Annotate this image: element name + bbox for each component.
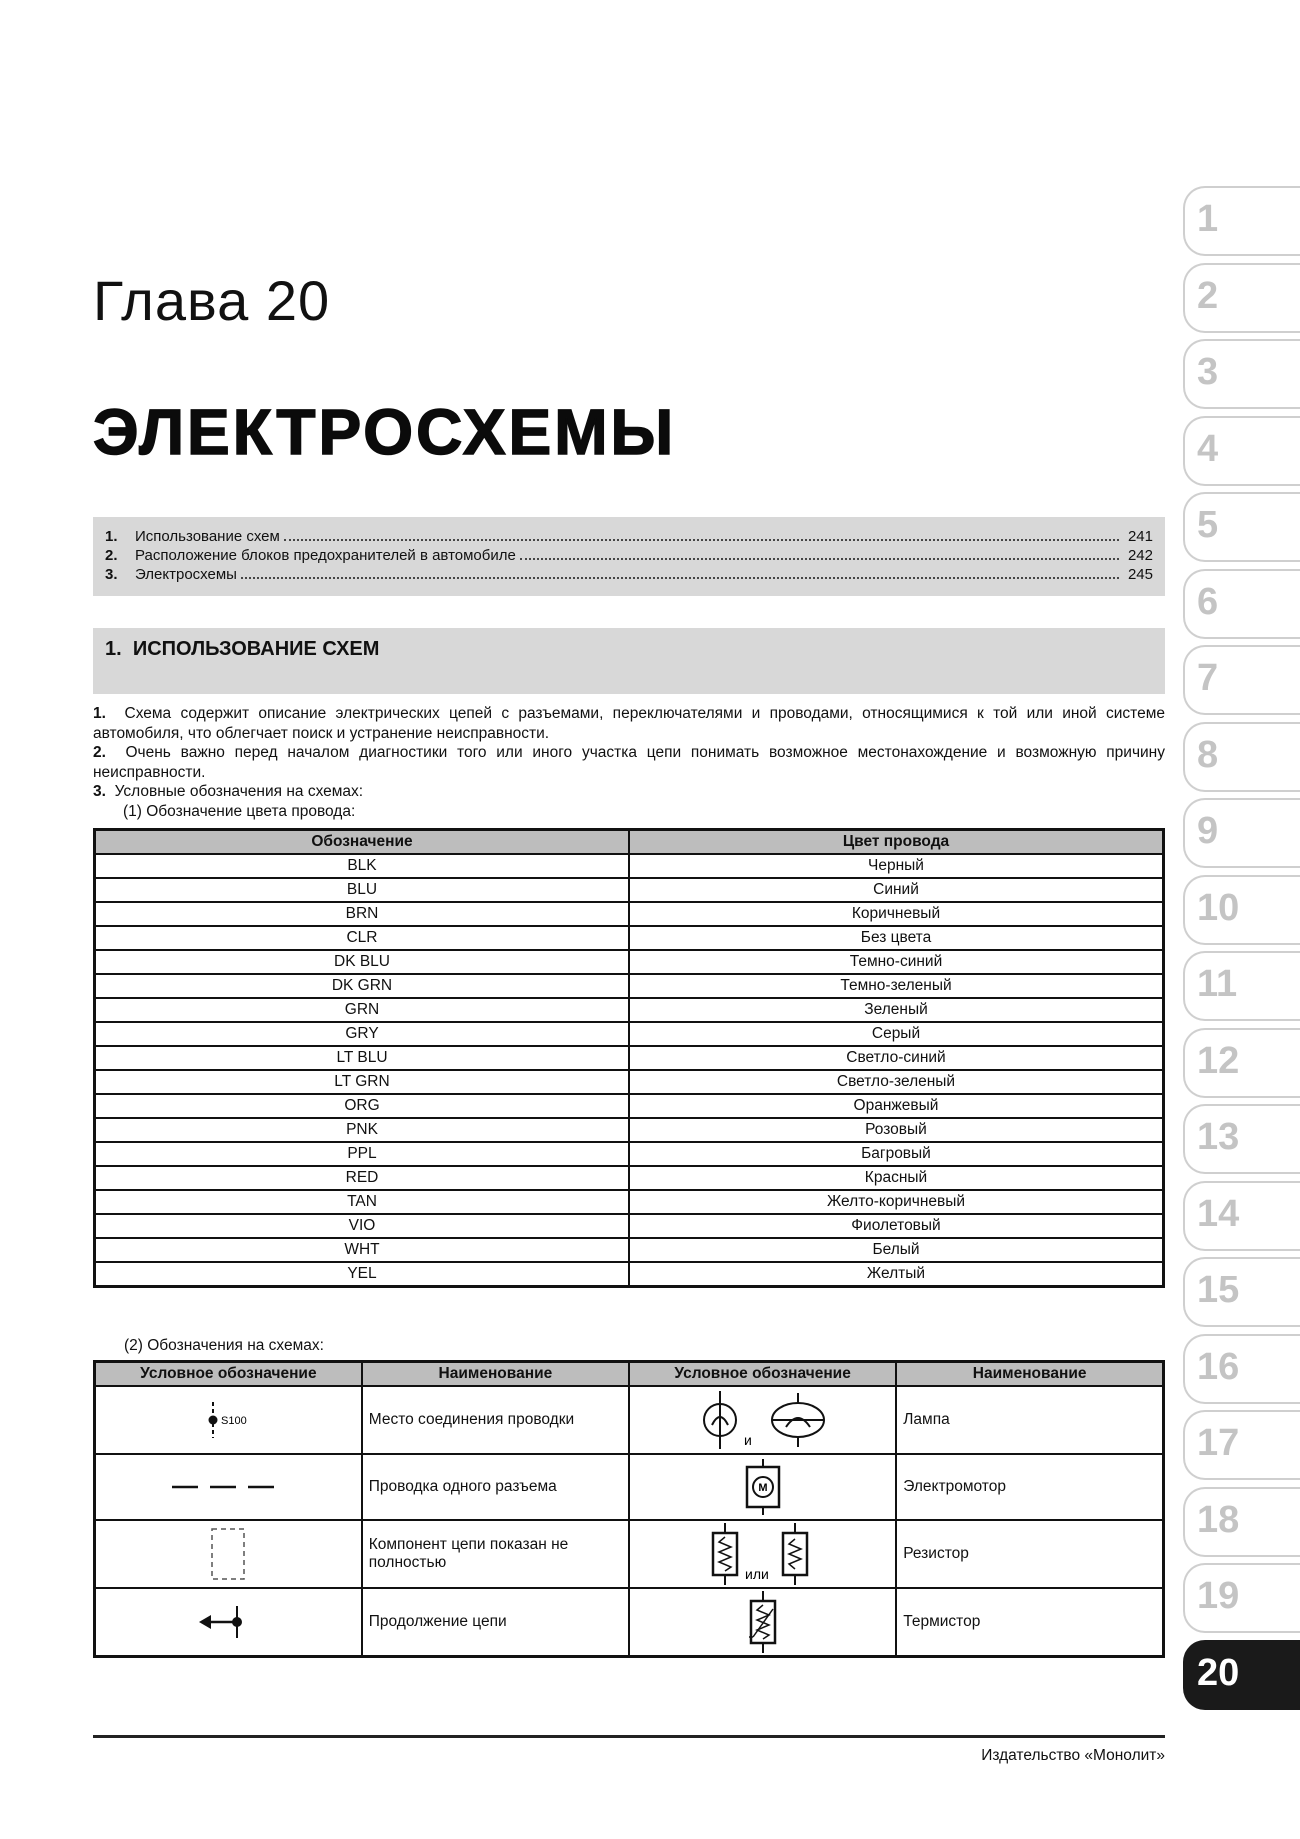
partial-component-icon bbox=[95, 1520, 362, 1588]
splice-icon bbox=[95, 1386, 362, 1454]
table-row bbox=[95, 926, 1164, 950]
table-row bbox=[95, 1094, 1164, 1118]
toc-number: 1. bbox=[105, 528, 118, 545]
section-number: 1. bbox=[105, 638, 122, 660]
column-header: Цвет провода bbox=[629, 830, 1164, 855]
svg-text:M: M bbox=[758, 1482, 768, 1494]
table-row bbox=[95, 1262, 1164, 1287]
chapter-tab-18[interactable] bbox=[1183, 1487, 1300, 1557]
symbol-name: Место соединения проводки bbox=[362, 1386, 629, 1454]
table-row bbox=[95, 854, 1164, 878]
wire-color-table bbox=[93, 828, 1165, 1288]
wire-color: Желто-коричневый bbox=[629, 1190, 1164, 1214]
wire-color: Темно-синий bbox=[629, 950, 1164, 974]
wire-code: CLR bbox=[95, 926, 630, 950]
table-row bbox=[95, 902, 1164, 926]
chapter-tab-label: 13 bbox=[1197, 1116, 1240, 1158]
chapter-tab-label: 12 bbox=[1197, 1039, 1240, 1082]
wire-color: Синий bbox=[629, 878, 1164, 902]
wire-code: TAN bbox=[95, 1190, 630, 1214]
toc-number: 2. bbox=[105, 547, 118, 564]
wire-code: PPL bbox=[95, 1142, 630, 1166]
chapter-tab-17[interactable] bbox=[1183, 1410, 1300, 1480]
wire-color: Светло-зеленый bbox=[629, 1070, 1164, 1094]
wire-color: Желтый bbox=[629, 1262, 1164, 1287]
toc-title: Расположение блоков предохранителей в автомобиле bbox=[135, 547, 516, 564]
chapter-tab-label: 7 bbox=[1197, 657, 1219, 699]
chapter-tab-label: 6 bbox=[1197, 580, 1219, 623]
paragraph: 2. Очень важно перед началом диагностики того или иного участка цепи понимать возможное местонахождение и возможную причину неисправности. bbox=[93, 744, 1165, 781]
table-row bbox=[95, 1214, 1164, 1238]
table-of-contents bbox=[93, 517, 1165, 596]
chapter-tab-5[interactable] bbox=[1183, 492, 1300, 562]
wire-code: BLK bbox=[95, 854, 630, 878]
chapter-tab-label: 9 bbox=[1197, 810, 1219, 852]
chapter-tab-label: 16 bbox=[1197, 1345, 1240, 1388]
chapter-tab-10[interactable] bbox=[1183, 875, 1300, 945]
paragraph: 3. Условные обозначения на схемах: bbox=[93, 783, 364, 800]
chapter-tab-label: 17 bbox=[1197, 1422, 1240, 1464]
wire-code: DK GRN bbox=[95, 974, 630, 998]
chapter-tabs bbox=[1183, 186, 1300, 1716]
chapter-tab-2[interactable] bbox=[1183, 263, 1300, 333]
svg-text:S100: S100 bbox=[221, 1415, 248, 1427]
wire-code: BLU bbox=[95, 878, 630, 902]
wire-code: ORG bbox=[95, 1094, 630, 1118]
svg-text:или: или bbox=[744, 1566, 769, 1582]
table-row bbox=[95, 1190, 1164, 1214]
toc-leader bbox=[241, 577, 1119, 579]
column-header: Условное обозначение bbox=[95, 1362, 362, 1387]
chapter-tab-13[interactable] bbox=[1183, 1104, 1300, 1174]
toc-leader bbox=[284, 539, 1119, 541]
wire-code: VIO bbox=[95, 1214, 630, 1238]
chapter-tab-8[interactable] bbox=[1183, 722, 1300, 792]
wire-code: DK BLU bbox=[95, 950, 630, 974]
wire-color: Черный bbox=[629, 854, 1164, 878]
column-header: Наименование bbox=[896, 1362, 1163, 1387]
symbol-name: Компонент цепи показан не полностью bbox=[362, 1520, 629, 1588]
wire-code: RED bbox=[95, 1166, 630, 1190]
chapter-tab-15[interactable] bbox=[1183, 1257, 1300, 1327]
wire-code: BRN bbox=[95, 902, 630, 926]
wire-code: LT GRN bbox=[95, 1070, 630, 1094]
chapter-tab-label: 4 bbox=[1197, 427, 1219, 470]
wire-code: YEL bbox=[95, 1262, 630, 1287]
table-row bbox=[95, 1118, 1164, 1142]
symbol-name: Электромотор bbox=[896, 1454, 1163, 1520]
chapter-tab-label: 14 bbox=[1197, 1192, 1240, 1235]
symbol-table bbox=[93, 1360, 1165, 1658]
chapter-tab-label: 5 bbox=[1197, 504, 1219, 546]
toc-item[interactable] bbox=[105, 546, 1153, 565]
wire-color: Светло-синий bbox=[629, 1046, 1164, 1070]
chapter-tab-label: 18 bbox=[1197, 1498, 1240, 1541]
toc-title: Использование схем bbox=[135, 528, 280, 545]
symbol-name: Проводка одного разъема bbox=[362, 1454, 629, 1520]
table-row bbox=[95, 974, 1164, 998]
chapter-label: Глава 20 bbox=[93, 269, 331, 332]
wire-color: Багровый bbox=[629, 1142, 1164, 1166]
symbol-name: Продолжение цепи bbox=[362, 1588, 629, 1656]
chapter-tab-label: 8 bbox=[1197, 733, 1219, 776]
chapter-tab-9[interactable] bbox=[1183, 798, 1300, 868]
chapter-tab-label: 20 bbox=[1197, 1651, 1240, 1694]
toc-title: Электросхемы bbox=[135, 566, 237, 583]
chapter-tab-20[interactable] bbox=[1183, 1640, 1300, 1710]
chapter-tab-label: 3 bbox=[1197, 351, 1219, 393]
table-row bbox=[95, 1454, 1164, 1520]
toc-page: 241 bbox=[1127, 528, 1153, 545]
chapter-tab-11[interactable] bbox=[1183, 951, 1300, 1021]
table-row bbox=[95, 1142, 1164, 1166]
wire-color: Зеленый bbox=[629, 998, 1164, 1022]
resistor-icon bbox=[629, 1520, 896, 1588]
color-table-caption: (1) Обозначение цвета провода: bbox=[123, 802, 356, 820]
paragraph: 1. Схема содержит описание электрических цепей с разъемами, переключателями и проводами, относящимися к той или иной системе автомобиля, что облегчает поиск и устранение неисправности. bbox=[93, 705, 1165, 742]
chapter-tab-1[interactable] bbox=[1183, 186, 1300, 256]
wire-code: LT BLU bbox=[95, 1046, 630, 1070]
table-row bbox=[95, 998, 1164, 1022]
table-row bbox=[95, 1022, 1164, 1046]
chapter-tab-12[interactable] bbox=[1183, 1028, 1300, 1098]
table-row bbox=[95, 950, 1164, 974]
toc-leader bbox=[520, 558, 1119, 560]
wire-color: Темно-зеленый bbox=[629, 974, 1164, 998]
wire-code: WHT bbox=[95, 1238, 630, 1262]
motor-icon bbox=[629, 1454, 896, 1520]
section-heading bbox=[93, 628, 1165, 694]
chapter-tab-label: 2 bbox=[1197, 274, 1219, 317]
chapter-tab-16[interactable] bbox=[1183, 1334, 1300, 1404]
lamp-icon bbox=[629, 1386, 896, 1454]
chapter-tab-3[interactable] bbox=[1183, 339, 1300, 409]
symbol-name: Резистор bbox=[896, 1520, 1163, 1588]
wire-color: Красный bbox=[629, 1166, 1164, 1190]
toc-page: 245 bbox=[1127, 566, 1153, 583]
chapter-title: ЭЛЕКТРОСХЕМЫ bbox=[93, 396, 677, 468]
chapter-tab-19[interactable] bbox=[1183, 1563, 1300, 1633]
toc-page: 242 bbox=[1127, 547, 1153, 564]
thermistor-icon bbox=[629, 1588, 896, 1656]
footer-divider bbox=[93, 1735, 1165, 1738]
table-row bbox=[95, 1238, 1164, 1262]
table-row bbox=[95, 1520, 1164, 1588]
wire-color: Коричневый bbox=[629, 902, 1164, 926]
table-row bbox=[95, 1166, 1164, 1190]
table-row bbox=[95, 1070, 1164, 1094]
toc-item[interactable] bbox=[105, 565, 1153, 584]
section-title: ИСПОЛЬЗОВАНИЕ СХЕМ bbox=[132, 638, 380, 660]
table-row bbox=[95, 878, 1164, 902]
chapter-tab-4[interactable] bbox=[1183, 416, 1300, 486]
table-row bbox=[95, 1588, 1164, 1656]
column-header: Наименование bbox=[362, 1362, 629, 1387]
wire-color: Белый bbox=[629, 1238, 1164, 1262]
svg-text:и: и bbox=[743, 1432, 752, 1448]
symbol-name: Термистор bbox=[896, 1588, 1163, 1656]
chapter-tab-6[interactable] bbox=[1183, 569, 1300, 639]
wire-color: Без цвета bbox=[629, 926, 1164, 950]
continuation-arrow-icon bbox=[95, 1588, 362, 1656]
wire-color: Фиолетовый bbox=[629, 1214, 1164, 1238]
intro-text bbox=[93, 704, 1165, 821]
chapter-tab-label: 1 bbox=[1197, 198, 1219, 240]
table-row bbox=[95, 1046, 1164, 1070]
wire-color: Серый bbox=[629, 1022, 1164, 1046]
publisher-credit: Издательство «Монолит» bbox=[981, 1747, 1165, 1764]
chapter-tab-label: 19 bbox=[1197, 1575, 1240, 1617]
symbol-name: Лампа bbox=[896, 1386, 1163, 1454]
toc-number: 3. bbox=[105, 566, 118, 583]
dashed-line-icon bbox=[95, 1454, 362, 1520]
chapter-tab-label: 11 bbox=[1197, 963, 1238, 1005]
table-row bbox=[95, 1386, 1164, 1454]
symbol-table-caption: (2) Обозначения на схемах: bbox=[124, 1337, 324, 1354]
chapter-tab-14[interactable] bbox=[1183, 1181, 1300, 1251]
wire-code: PNK bbox=[95, 1118, 630, 1142]
chapter-tab-label: 10 bbox=[1197, 886, 1240, 929]
wire-color: Оранжевый bbox=[629, 1094, 1164, 1118]
toc-item[interactable] bbox=[105, 527, 1153, 546]
wire-code: GRN bbox=[95, 998, 630, 1022]
column-header: Обозначение bbox=[95, 830, 630, 855]
wire-color: Розовый bbox=[629, 1118, 1164, 1142]
wire-code: GRY bbox=[95, 1022, 630, 1046]
chapter-tab-label: 15 bbox=[1197, 1269, 1240, 1311]
column-header: Условное обозначение bbox=[629, 1362, 896, 1387]
chapter-tab-7[interactable] bbox=[1183, 645, 1300, 715]
